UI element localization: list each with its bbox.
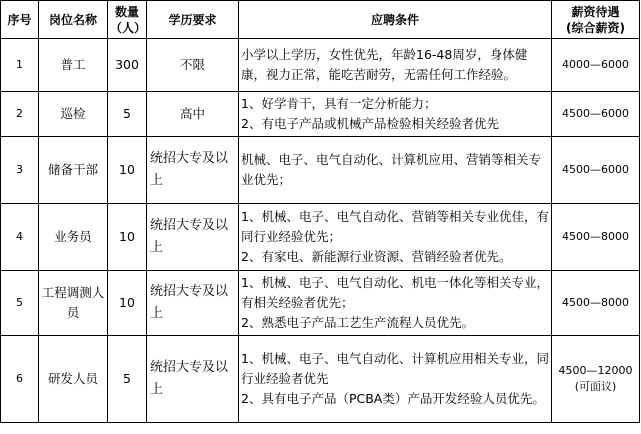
salary-range: 4500—8000 [562,230,629,243]
table-row [1,137,640,204]
salary-cell [552,39,640,92]
requirement-line: 1、机械、电子、电气自动化、计算机应用相关专业，同行业经验者优先 [241,351,549,386]
table-row [1,92,640,137]
row-number: 2 [1,92,39,137]
salary-cell [552,271,640,336]
requirement-line: 2、有电子产品或机械产品检验相关经验者优先 [241,116,499,131]
requirement-line: 2、熟悉电子产品工艺生产流程人员优先。 [241,315,474,330]
table-row [1,204,640,271]
salary-cell [552,204,640,271]
headcount: 300 [108,39,147,92]
header-salary-line1: 薪资待遇 [571,4,620,19]
salary-range: 4500—6000 [562,163,629,176]
header-count [108,1,147,39]
headcount: 5 [108,92,147,137]
education-requirement: 统招大专及以上 [147,137,239,204]
table-row [1,39,640,92]
table-row [1,336,640,423]
row-number: 6 [1,336,39,423]
requirement-line: 机械、电子、电气自动化、计算机应用、营销等相关专业优先； [241,152,542,187]
requirement-line: 1、机械、电子、电气自动化、营销等相关专业优佳，有同行业经验优先； [241,209,549,244]
requirement-line: 小学以上学历，女性优先，年龄16-48周岁，身体健康，视力正常，能吃苦耐劳，无需任何工作经验。 [241,47,528,82]
row-number: 3 [1,137,39,204]
position-name: 工程调测人员 [39,271,108,336]
requirements-cell [239,92,552,137]
header-row [1,1,640,39]
requirements-cell [239,137,552,204]
education-requirement: 统招大专及以上 [147,204,239,271]
position-name: 业务员 [39,204,108,271]
position-name: 储备干部 [39,137,108,204]
requirements-cell [239,336,552,423]
salary-range: 4500—8000 [562,296,629,309]
header-no: 序号 [1,1,39,39]
salary-range: 4500—12000 [558,364,633,377]
position-name: 巡检 [39,92,108,137]
education-requirement: 高中 [147,92,239,137]
requirements-cell [239,271,552,336]
requirement-line: 2、有家电、新能源行业资源、营销经验者优先。 [241,249,512,264]
row-number: 4 [1,204,39,271]
salary-cell [552,137,640,204]
salary-range: 4500—6000 [562,107,629,120]
headcount: 10 [108,204,147,271]
salary-note: (可面议) [574,380,617,393]
requirement-line: 1、好学肯干，具有一定分析能力； [241,96,437,111]
requirements-cell [239,39,552,92]
requirement-line: 2、具有电子产品（PCBA类）产品开发经验人员优先。 [241,391,545,406]
header-count-line2: （人） [110,20,147,35]
header-salary-line2: (综合薪资) [566,20,625,35]
row-number: 5 [1,271,39,336]
header-education: 学历要求 [147,1,239,39]
headcount: 5 [108,336,147,423]
header-salary [552,1,640,39]
header-requirements: 应聘条件 [239,1,552,39]
requirement-line: 1、机械、电子、电气自动化、机电一体化等相关专业，有相关经验者优先； [241,275,549,310]
requirements-cell [239,204,552,271]
salary-range: 4000—6000 [562,58,629,71]
salary-cell [552,92,640,137]
education-requirement: 统招大专及以上 [147,336,239,423]
header-count-line1: 数量 [114,4,139,19]
row-number: 1 [1,39,39,92]
table-row [1,271,640,336]
education-requirement: 统招大专及以上 [147,271,239,336]
header-position: 岗位名称 [39,1,108,39]
education-requirement: 不限 [147,39,239,92]
salary-cell [552,336,640,423]
table-body [1,39,640,423]
position-name: 普工 [39,39,108,92]
headcount: 10 [108,271,147,336]
position-name: 研发人员 [39,336,108,423]
headcount: 10 [108,137,147,204]
